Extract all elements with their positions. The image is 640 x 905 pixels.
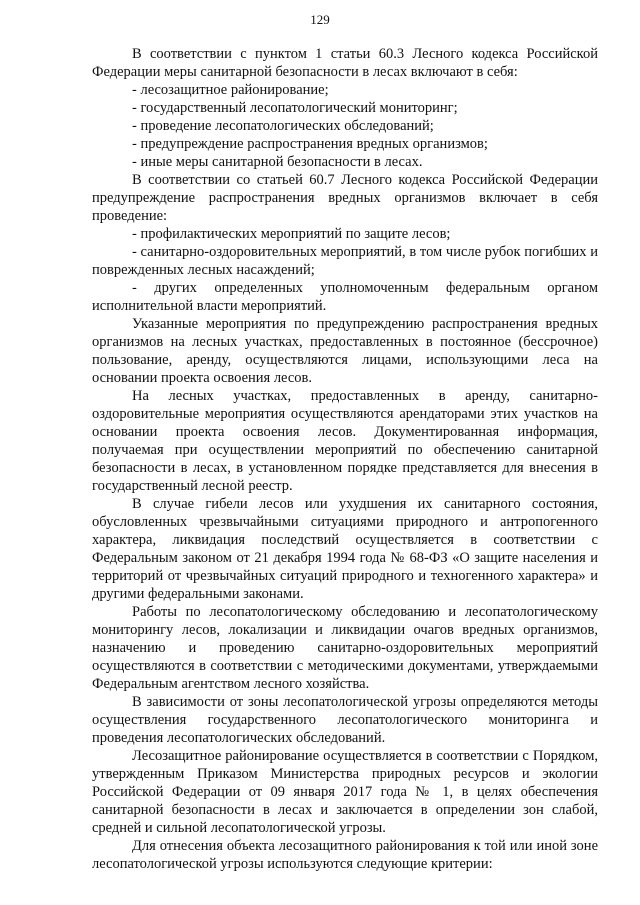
- list-item: - государственный лесопатологический мониторинг;: [132, 100, 458, 116]
- paragraph-threat-zones-methods: В зависимости от зоны лесопатологической угрозы определяются методы осуществления государственного лесопатологического мониторинга и проведения лесопатологических обследований.: [92, 694, 598, 746]
- list-item: - профилактических мероприятий по защите лесов;: [132, 226, 451, 242]
- paragraph-zoning-order: Лесозащитное районирование осуществляется в соответствии с Порядком, утвержденным Приказом Министерства природных ресурсов и экологии Российской Федерации от 09 января 2017 года № 1, в целях обеспечения санитарной безопасности в лесах и заключается в определении зон слабой, средней и сильной лесопатологической угрозы.: [92, 748, 598, 836]
- paragraph-safety-measures-intro: В соответствии с пунктом 1 статьи 60.3 Лесного кодекса Российской Федерации меры санитарной безопасности в лесах включают в себя:: [92, 46, 598, 80]
- paragraph-prevention-measures: Указанные мероприятия по предупреждению распространения вредных организмов на лесных участках, предоставленных в постоянное (бессрочное) пользование, аренду, осуществляются лицами, использующими леса на основании проекта освоения лесов.: [92, 316, 598, 386]
- page-number: 129: [310, 12, 330, 27]
- paragraph-zoning-criteria: Для отнесения объекта лесозащитного районирования к той или иной зоне лесопатологической угрозы используются следующие критерии:: [92, 838, 598, 872]
- document-body: [92, 45, 598, 873]
- list-item: - лесозащитное районирование;: [132, 82, 329, 98]
- list-item: - предупреждение распространения вредных организмов;: [132, 136, 488, 152]
- list-item: - иные меры санитарной безопасности в лесах.: [132, 154, 423, 170]
- paragraph-forest-death: В случае гибели лесов или ухудшения их санитарного состояния, обусловленных чрезвычайными ситуациями природного и антропогенного характера, ликвидация последствий осуществляется в соответствии с Федеральным законом от 21 декабря 1994 года № 68-ФЗ «О защите населения и территорий от чрезвычайных ситуаций природного и техногенного характера» и другими федеральными законами.: [92, 496, 598, 602]
- list-item: - других определенных уполномоченным федеральным органом исполнительной власти мероприятий.: [92, 280, 598, 314]
- paragraph-monitoring-works: Работы по лесопатологическому обследованию и лесопатологическому мониторингу лесов, локализации и ликвидации очагов вредных организмов, назначению и проведению санитарно-оздоровительных мероприятий осуществляются в соответствии с методическими документами, утверждаемыми Федеральным агентством лесного хозяйства.: [92, 604, 598, 692]
- paragraph-prevention-intro: В соответствии со статьей 60.7 Лесного кодекса Российской Федерации предупреждение распространения вредных организмов включает в себя проведение:: [92, 172, 598, 224]
- list-item: - проведение лесопатологических обследований;: [132, 118, 434, 134]
- paragraph-leased-plots: На лесных участках, предоставленных в аренду, санитарно-оздоровительные мероприятия осуществляются арендаторами этих участков на основании проекта освоения лесов. Документированная информация, получаемая при осуществлении мероприятий по обеспечению санитарной безопасности в лесах, в установленном порядке представляется для внесения в государственный лесной реестр.: [92, 388, 598, 494]
- list-item: - санитарно-оздоровительных мероприятий, в том числе рубок погибших и поврежденных лесных насаждений;: [92, 244, 598, 278]
